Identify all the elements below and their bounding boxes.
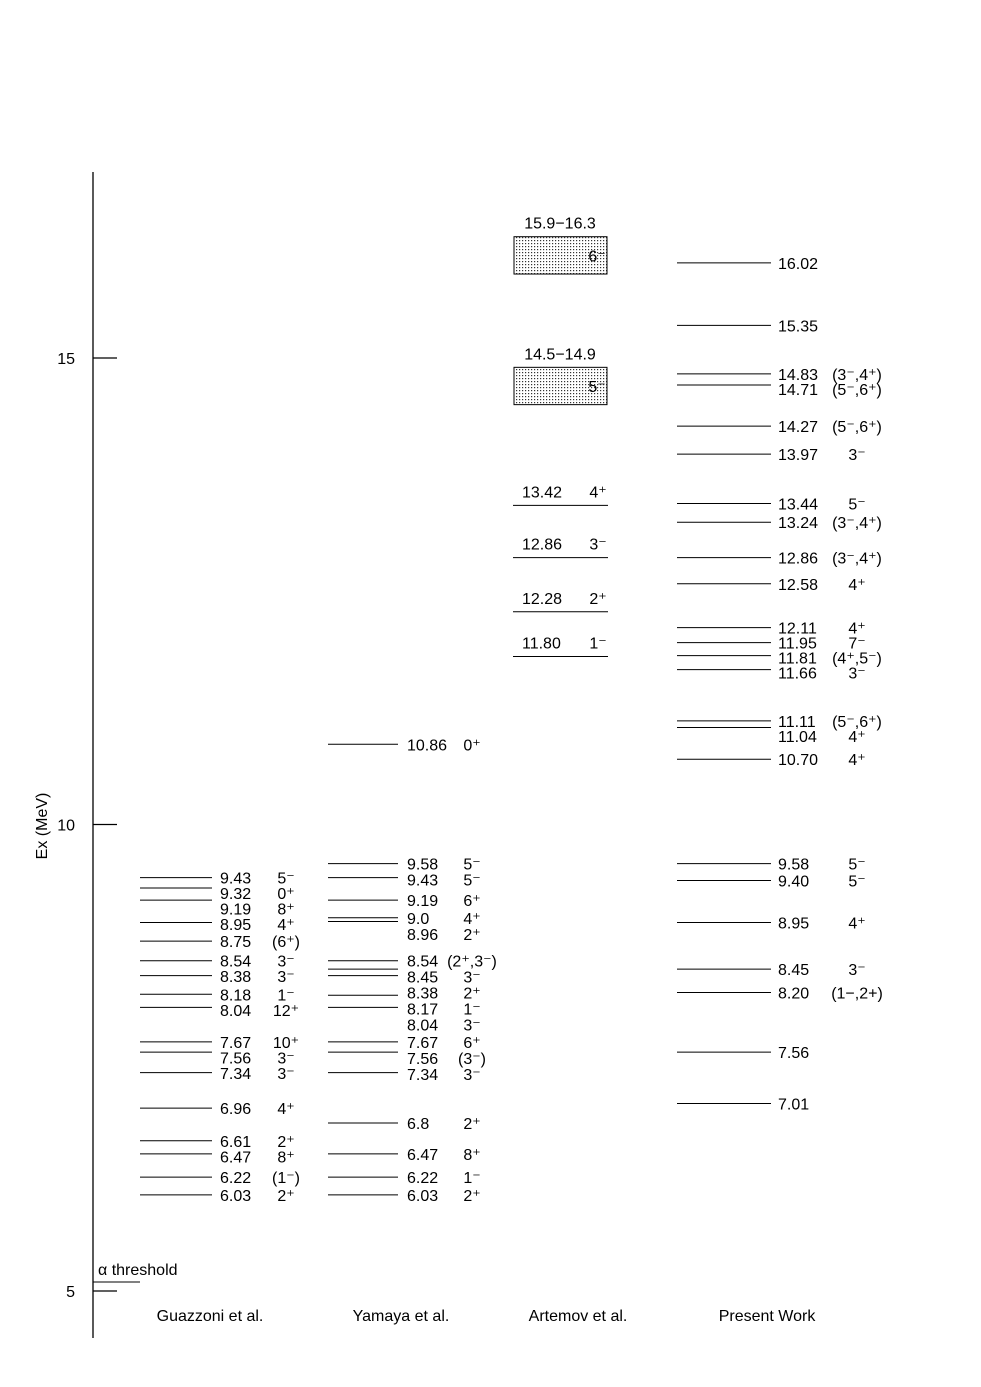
level-spin-parity-label: 3⁻ (848, 447, 866, 465)
column-title-guazzoni: Guazzoni et al. (156, 1308, 264, 1325)
level-energy-label: 9.58 (778, 856, 810, 874)
level-energy-label: 7.56 (220, 1050, 252, 1068)
level-spin-parity-label: 8⁺ (463, 1146, 481, 1164)
level-spin-parity-label: 4⁺ (848, 752, 866, 770)
level-energy-label: 8.38 (220, 969, 252, 987)
level-energy-label: 11.66 (778, 665, 817, 683)
level-spin-parity-label: 3⁻ (463, 1066, 481, 1084)
level-energy-label: 7.34 (220, 1065, 252, 1083)
level-spin-parity-label: 7⁻ (848, 635, 866, 653)
level-spin-parity-label: (4⁺,5⁻) (832, 650, 882, 668)
level-spin-parity-label: 2⁺ (277, 1187, 295, 1205)
level-spin-parity-label: 10⁺ (272, 1034, 300, 1052)
level-energy-label: 8.18 (220, 987, 252, 1005)
level-energy-label: 9.43 (220, 870, 252, 888)
level-energy-label: 13.24 (778, 515, 819, 533)
level-spin-parity-label: (5⁻,6⁺) (832, 381, 882, 399)
level-spin-parity-label: 2⁺ (277, 1133, 295, 1151)
level-energy-label: 12.86 (522, 536, 563, 554)
level-energy-label: 8.45 (407, 969, 439, 987)
level-spin-parity-label: 5⁻ (848, 496, 866, 514)
level-spin-parity-label: (3⁻,4⁺) (832, 366, 882, 384)
level-energy-label: 9.32 (220, 886, 252, 904)
level-spin-parity-label: 3⁻ (589, 536, 607, 554)
level-spin-parity-label: (1⁻) (272, 1170, 300, 1188)
level-energy-label: 11.11 (778, 713, 816, 731)
axis-ticks (57, 351, 117, 1301)
level-spin-parity-label: 2⁺ (463, 926, 481, 944)
level-spin-parity-label: 3⁻ (277, 969, 295, 987)
level-spin-parity-label: 2⁺ (463, 1187, 481, 1205)
level-spin-parity-label: 5⁻ (277, 870, 295, 888)
level-energy-label: 13.97 (778, 447, 819, 465)
level-spin-parity-label: 4⁺ (277, 1101, 295, 1119)
level-spin-parity-label: 0⁺ (277, 886, 295, 904)
level-spin-parity-label: 3⁻ (463, 1017, 481, 1035)
level-energy-label: 6.8 (407, 1116, 430, 1134)
level-spin-parity-label: 3⁻ (277, 1050, 295, 1068)
level-energy-label: 12.28 (522, 590, 563, 608)
column-title-present: Present Work (718, 1308, 816, 1325)
level-energy-label: 8.04 (407, 1017, 439, 1035)
level-energy-label: 9.40 (778, 873, 810, 891)
level-spin-parity-label: (6⁺) (272, 934, 300, 952)
level-spin-parity-label: 3⁻ (848, 665, 866, 683)
level-spin-parity-label: 1⁻ (277, 987, 295, 1005)
level-spin-parity-label: 0⁺ (463, 737, 481, 755)
level-spin-parity-label: 1⁻ (463, 1170, 481, 1188)
column-guazzoni (140, 871, 300, 1205)
level-energy-label: 7.56 (778, 1045, 810, 1063)
level-energy-label: 14.71 (778, 381, 819, 399)
level-spin-parity-label: (3⁻) (458, 1050, 486, 1068)
level-spin-parity-label: 4⁺ (848, 915, 866, 933)
level-spin-parity-label: 4⁺ (589, 484, 607, 502)
level-spin-parity-label: 8⁺ (277, 1149, 295, 1167)
energy-axis-title: Ex (MeV) (34, 792, 51, 860)
level-spin-parity-label: 4⁺ (277, 917, 295, 935)
level-energy-label: 6.61 (220, 1133, 252, 1151)
column-title-yamaya: Yamaya et al. (352, 1308, 450, 1325)
level-spin-parity-label: 4⁺ (848, 728, 866, 746)
level-energy-label: 9.0 (407, 910, 430, 928)
level-spin-parity-label: 1⁻ (463, 1001, 481, 1019)
level-energy-label: 11.80 (522, 635, 561, 653)
level-spin-parity-label: 4⁺ (848, 576, 866, 594)
level-energy-label: 9.43 (407, 872, 439, 890)
band-spin-parity-label: 5⁻ (588, 378, 606, 396)
axis-tick-label: 5 (66, 1284, 75, 1301)
level-spin-parity-label: (5⁻,6⁺) (832, 713, 882, 731)
level-energy-label: 16.02 (778, 255, 819, 273)
level-energy-label: 8.96 (407, 926, 439, 944)
level-spin-parity-label: 6⁺ (463, 1034, 481, 1052)
column-artemov (513, 216, 608, 657)
level-energy-label: 8.17 (407, 1001, 439, 1019)
level-spin-parity-label: 3⁻ (277, 953, 295, 971)
level-energy-label: 7.01 (778, 1096, 810, 1114)
level-energy-label: 8.95 (220, 917, 252, 935)
level-energy-label: 9.19 (220, 901, 252, 919)
level-spin-parity-label: 3⁻ (463, 969, 481, 987)
band-energy-label: 15.9−16.3 (524, 215, 596, 233)
level-spin-parity-label: (5⁻,6⁺) (832, 419, 882, 437)
alpha-threshold-label: α threshold (98, 1262, 178, 1279)
axis-tick-label: 15 (57, 351, 75, 368)
level-energy-label: 9.58 (407, 856, 439, 874)
level-energy-label: 14.27 (778, 419, 819, 437)
level-energy-label: 8.54 (407, 953, 439, 971)
level-spin-parity-label: 5⁻ (848, 873, 866, 891)
column-title-artemov: Artemov et al. (528, 1308, 628, 1325)
column-yamaya (328, 737, 497, 1205)
level-energy-label: 7.34 (407, 1066, 439, 1084)
level-energy-label: 12.86 (778, 550, 819, 568)
level-energy-label: 15.35 (778, 318, 819, 336)
level-energy-label: 12.11 (778, 620, 817, 638)
level-energy-label: 12.58 (778, 576, 819, 594)
level-energy-label: 7.67 (407, 1034, 439, 1052)
level-energy-label: 8.20 (778, 985, 810, 1003)
level-spin-parity-label: 2⁺ (589, 590, 607, 608)
level-energy-label: 11.95 (778, 635, 817, 653)
column-present-work (677, 256, 883, 1114)
level-energy-label: 13.42 (522, 484, 563, 502)
level-spin-parity-label: (2⁺,3⁻) (447, 953, 497, 971)
level-energy-label: 8.38 (407, 985, 439, 1003)
level-energy-label: 6.22 (220, 1170, 252, 1188)
level-spin-parity-label: 5⁻ (463, 872, 481, 890)
level-energy-label: 10.86 (407, 737, 448, 755)
level-energy-label: 7.67 (220, 1034, 252, 1052)
level-energy-label: 8.04 (220, 1002, 252, 1020)
level-energy-label: 11.81 (778, 650, 817, 668)
level-spin-parity-label: (3⁻,4⁺) (832, 550, 882, 568)
level-spin-parity-label: 2⁺ (463, 985, 481, 1003)
level-spin-parity-label: 4⁺ (463, 910, 481, 928)
level-spin-parity-label: 3⁻ (277, 1065, 295, 1083)
level-energy-label: 6.47 (220, 1149, 252, 1167)
level-spin-parity-label: (3⁻,4⁺) (832, 515, 882, 533)
level-energy-label: 8.75 (220, 934, 252, 952)
level-spin-parity-label: 5⁻ (848, 856, 866, 874)
level-energy-label: 14.83 (778, 366, 819, 384)
level-energy-label: 6.03 (407, 1187, 439, 1205)
level-energy-label: 6.47 (407, 1146, 439, 1164)
level-energy-label: 11.04 (778, 728, 817, 746)
level-energy-label: 10.70 (778, 752, 819, 770)
level-spin-parity-label: 1⁻ (589, 635, 607, 653)
level-energy-label: 8.54 (220, 953, 252, 971)
band-spin-parity-label: 6⁻ (588, 248, 606, 266)
level-energy-label: 9.19 (407, 893, 439, 911)
level-energy-label: 8.95 (778, 915, 810, 933)
level-energy-label: 8.45 (778, 962, 810, 980)
level-spin-parity-label: 2⁺ (463, 1116, 481, 1134)
level-energy-label: 13.44 (778, 496, 819, 514)
level-spin-parity-label: (1−,2+) (831, 985, 883, 1003)
level-energy-label: 6.96 (220, 1101, 252, 1119)
level-energy-label: 6.22 (407, 1170, 439, 1188)
level-spin-parity-label: 4⁺ (848, 620, 866, 638)
axis-tick-label: 10 (57, 817, 75, 835)
level-spin-parity-label: 5⁻ (463, 856, 481, 874)
level-spin-parity-label: 12⁺ (272, 1002, 300, 1020)
level-spin-parity-label: 6⁺ (463, 893, 481, 911)
level-spin-parity-label: 8⁺ (277, 901, 295, 919)
level-energy-label: 7.56 (407, 1050, 439, 1068)
level-energy-label: 6.03 (220, 1187, 252, 1205)
level-spin-parity-label: 3⁻ (848, 962, 866, 980)
band-energy-label: 14.5−14.9 (524, 346, 596, 364)
